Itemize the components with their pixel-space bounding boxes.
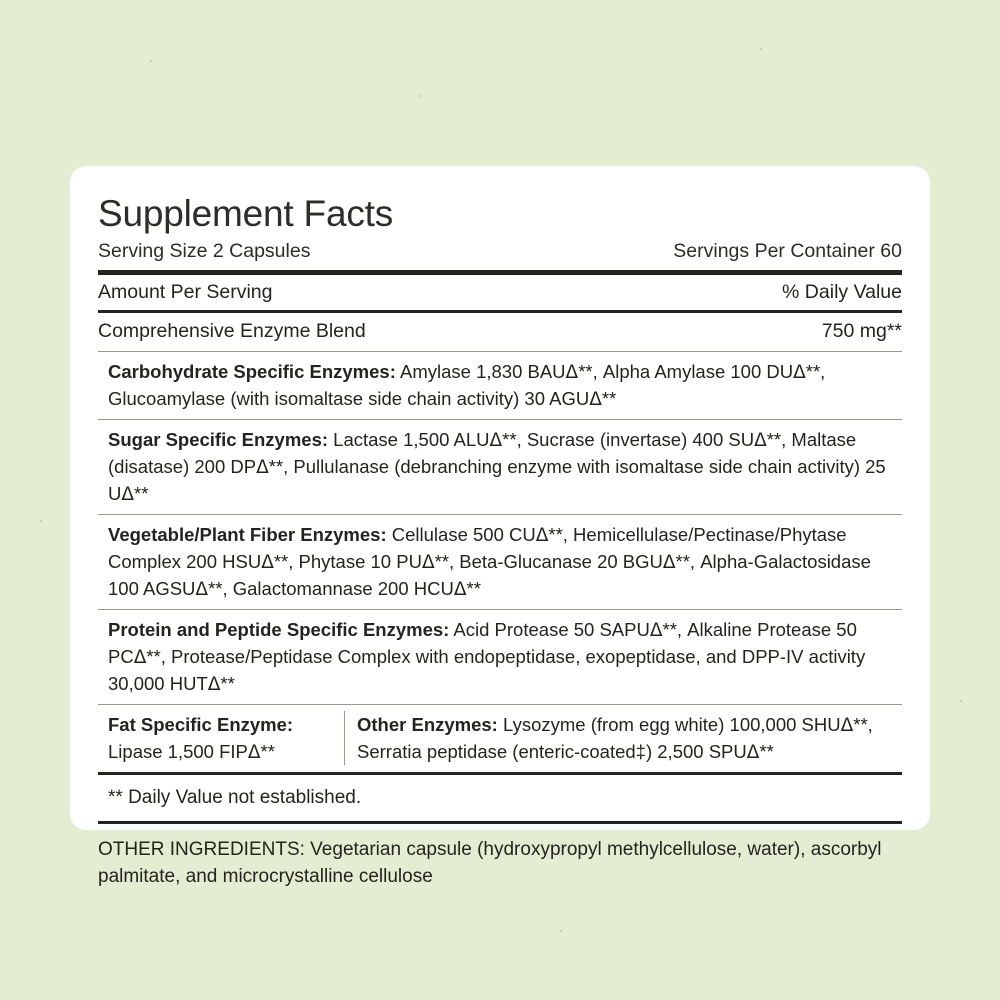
paper-speckle	[150, 60, 152, 62]
split-right-body: Lysozyme (from egg white) 100,000 SHUᐃ**, Serratia peptidase (enteric-coated‡) 2,500 SPUᐃ**	[357, 714, 873, 762]
group-heading: Sugar Specific Enzymes:	[108, 429, 329, 450]
split-right-heading: Other Enzymes:	[357, 714, 498, 735]
other-ingredients-heading: OTHER INGREDIENTS:	[98, 839, 305, 860]
split-left-heading: Fat Specific Enzyme:	[108, 714, 294, 735]
group-heading: Carbohydrate Specific Enzymes:	[108, 361, 396, 382]
servings-per-container: Servings Per Container 60	[673, 240, 902, 262]
paper-speckle	[960, 700, 962, 702]
blend-row	[98, 313, 902, 351]
supplement-facts-panel	[70, 166, 930, 887]
serving-size: Serving Size 2 Capsules	[98, 240, 311, 262]
paper-speckle	[40, 520, 42, 522]
daily-value-footnote: ** Daily Value not established.	[108, 787, 362, 808]
blend-name: Comprehensive Enzyme Blend	[98, 320, 366, 342]
daily-value-label: % Daily Value	[782, 281, 902, 303]
paper-speckle	[760, 48, 762, 50]
group-heading: Vegetable/Plant Fiber Enzymes:	[108, 524, 387, 545]
serving-row	[98, 238, 902, 270]
group-body: Amylase 1,830 BAUᐃ**, Alpha Amylase 100 DUᐃ**, Glucoamylase (with isomaltase side chain activity) 30 AGUᐃ**	[108, 361, 826, 409]
ingredient-group	[98, 420, 902, 514]
amount-per-serving-label: Amount Per Serving	[98, 281, 273, 303]
fat-enzyme-cell	[98, 711, 344, 765]
ingredient-group	[98, 515, 902, 609]
amount-per-serving-row	[98, 275, 902, 310]
group-body: Lactase 1,500 ALUᐃ**, Sucrase (invertase) 400 SUᐃ**, Maltase (disatase) 200 DPᐃ**, Pullulanase (debranching enzyme with isomaltase side chain activity) 25 Uᐃ**	[108, 429, 886, 504]
ingredient-group	[98, 610, 902, 704]
paper-speckle	[560, 930, 562, 932]
split-ingredient-row	[98, 705, 902, 772]
other-enzymes-cell	[344, 711, 902, 765]
other-ingredients-body: Vegetarian capsule (hydroxypropyl methylcellulose, water), ascorbyl palmitate, and microcrystalline cellulose	[98, 839, 882, 887]
paper-speckle	[420, 95, 422, 97]
blend-amount: 750 mg**	[821, 320, 902, 342]
ingredient-group	[98, 352, 902, 419]
group-body: Acid Protease 50 SAPUᐃ**, Alkaline Protease 50 PCᐃ**, Protease/Peptidase Complex with endopeptidase, exopeptidase, and DPP-IV activity 30,000 HUTᐃ**	[108, 619, 866, 694]
other-ingredients	[98, 824, 902, 890]
group-body: Cellulase 500 CUᐃ**, Hemicellulase/Pectinase/Phytase Complex 200 HSUᐃ**, Phytase 10 PUᐃ**, Beta-Glucanase 20 BGUᐃ**, Alpha-Galactosidase 100 AGSUᐃ**, Galactomannase 200 HCUᐃ**	[108, 524, 871, 599]
group-heading: Protein and Peptide Specific Enzymes:	[108, 619, 450, 640]
split-left-body: Lipase 1,500 FIPᐃ**	[108, 741, 275, 762]
panel-title: Supplement Facts	[98, 193, 394, 234]
